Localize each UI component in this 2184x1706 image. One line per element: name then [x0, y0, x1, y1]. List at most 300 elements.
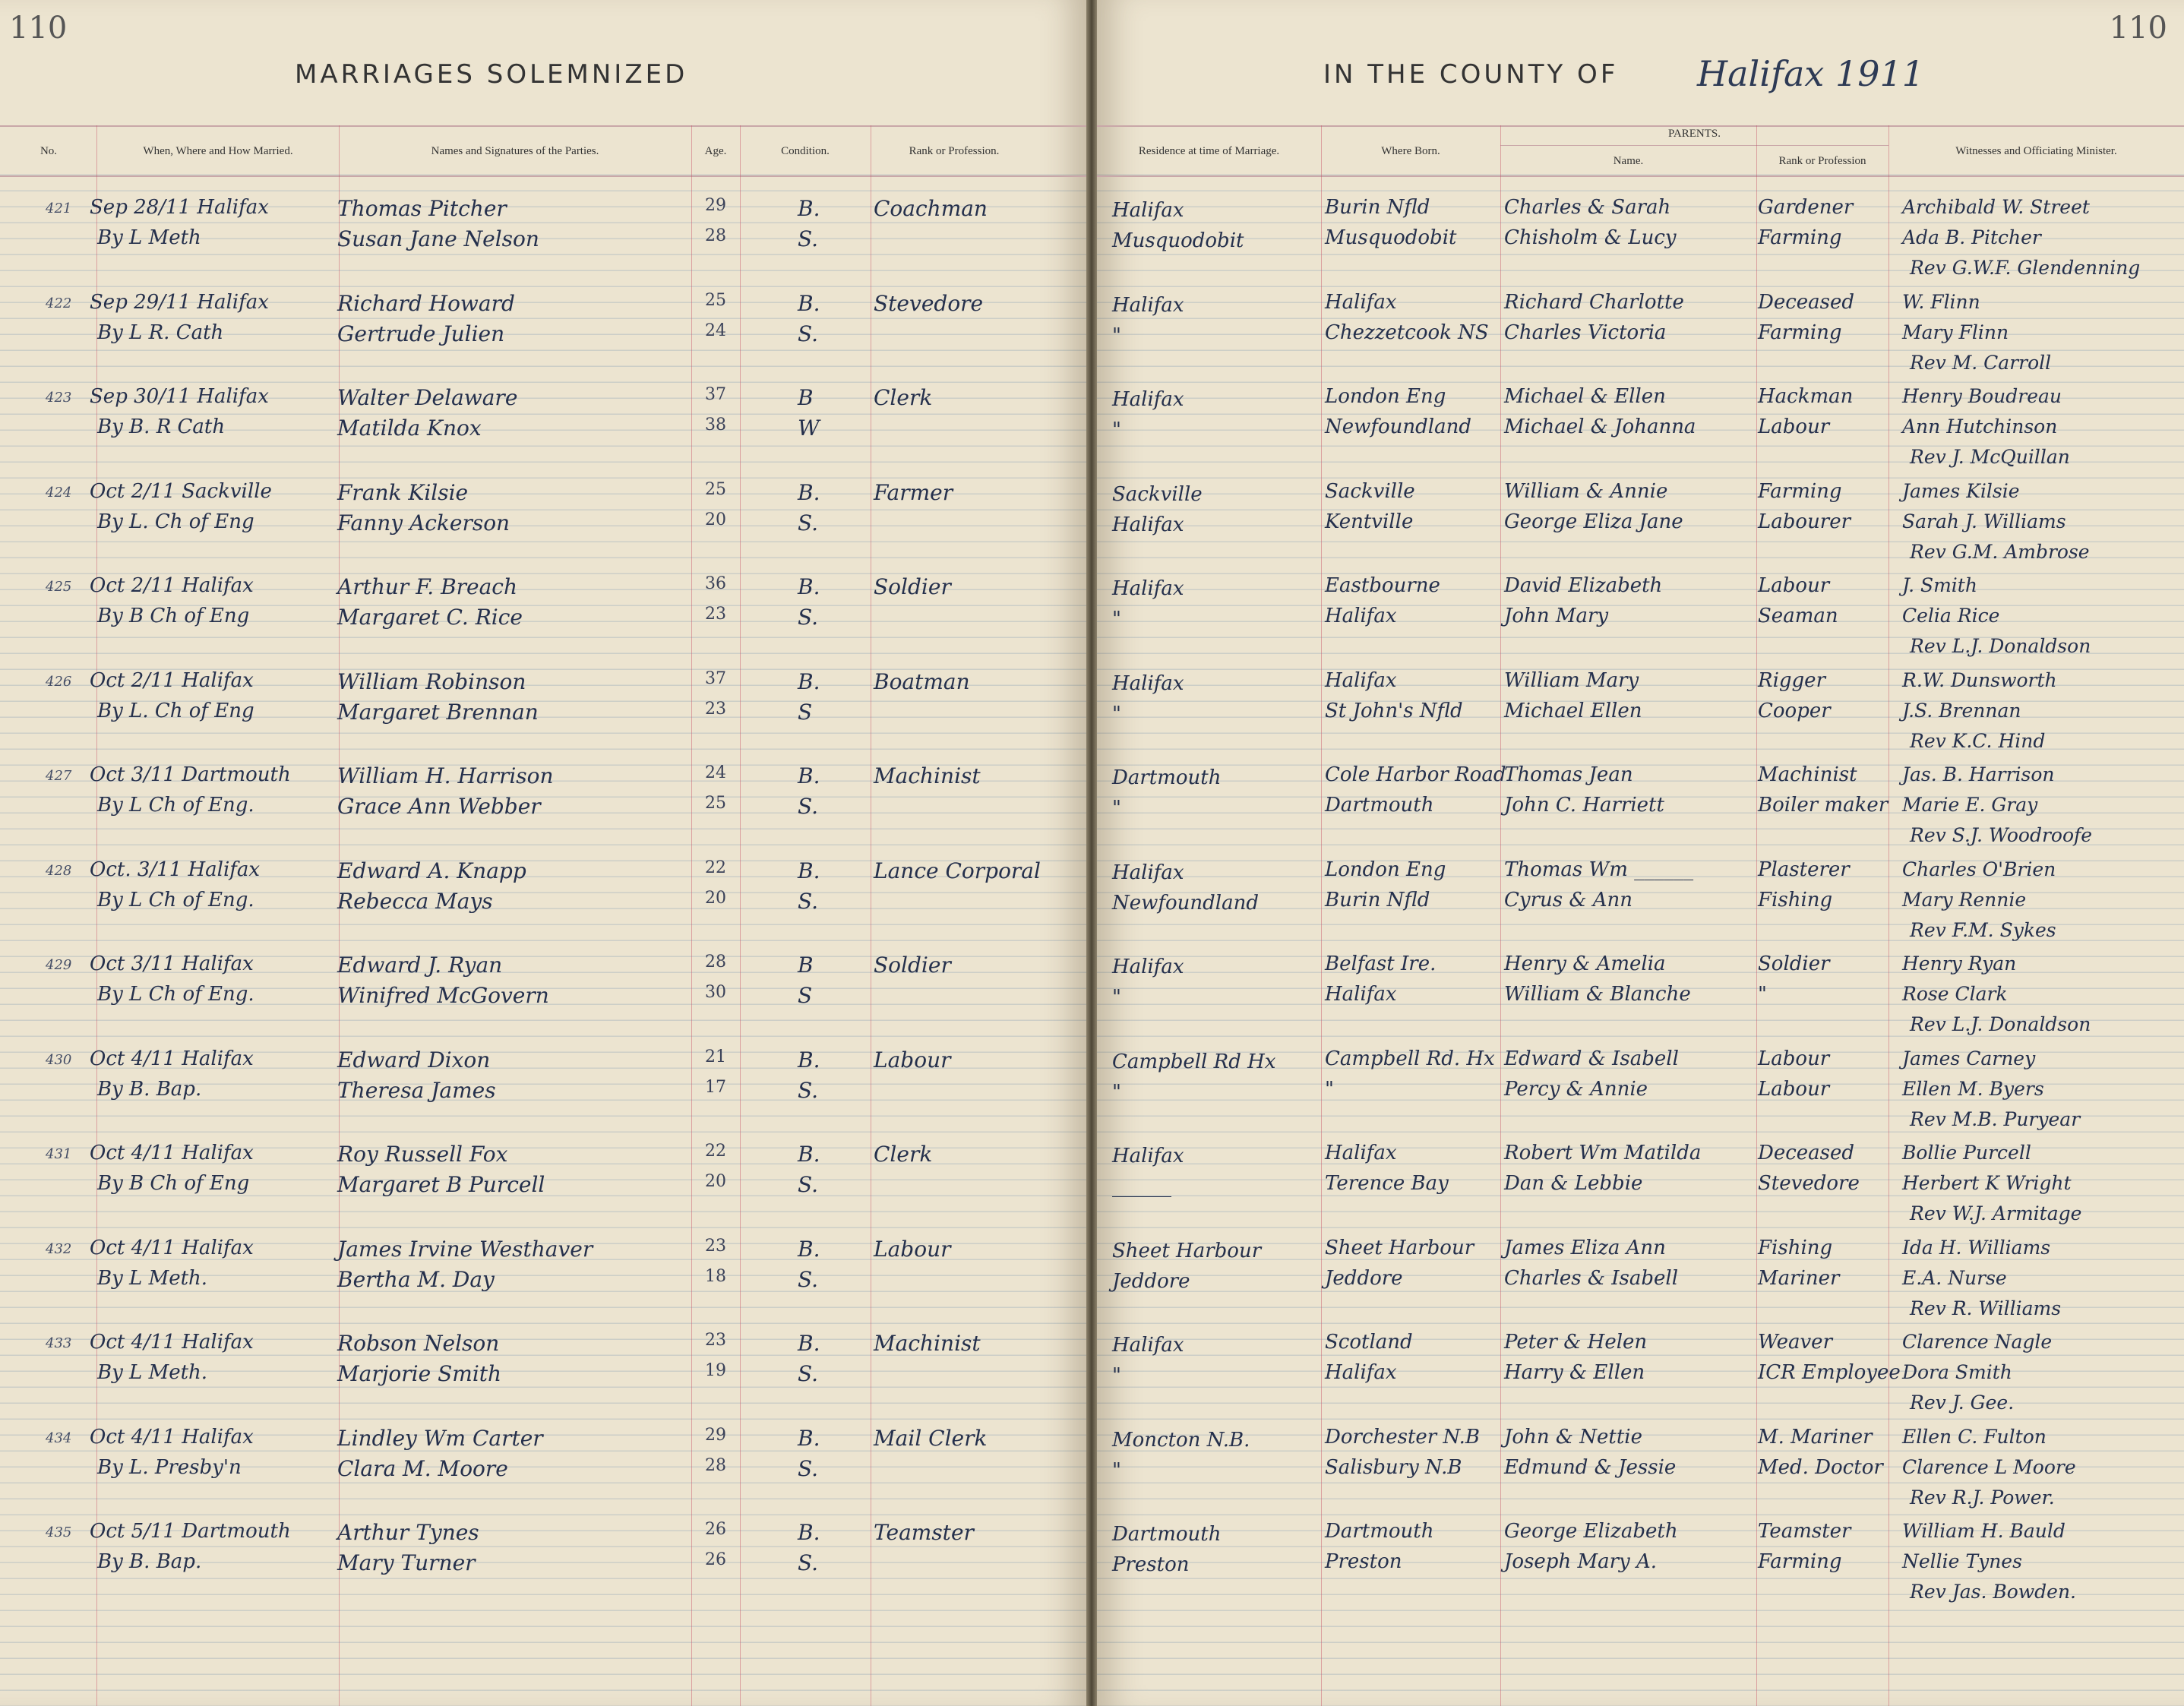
when-where-how: Oct. 3/11 Halifax: [90, 858, 261, 881]
party-age: 26: [705, 1520, 726, 1539]
residence: Jeddore: [1112, 1269, 1190, 1293]
party-name: Roy Russell Fox: [337, 1142, 508, 1167]
residence: ": [1112, 1458, 1121, 1482]
party-condition: S.: [798, 226, 819, 251]
party-condition: B.: [798, 1047, 820, 1073]
party-condition: B.: [798, 479, 820, 505]
parents-names: John Mary: [1504, 605, 1609, 627]
parents-names: William & Blanche: [1504, 983, 1691, 1006]
party-condition: B.: [798, 574, 820, 599]
party-age: 25: [705, 290, 726, 310]
birthplace: Halifax: [1325, 605, 1397, 627]
residence: ": [1112, 608, 1121, 630]
parents-rank: Boiler maker: [1758, 794, 1888, 817]
officiating-minister: Rev Jas. Bowden.: [1910, 1581, 2077, 1603]
parents-names: David Elizabeth: [1504, 574, 1663, 597]
parents-names: John & Nettie: [1504, 1425, 1642, 1449]
when-where-how: Sep 30/11 Halifax: [90, 385, 269, 408]
birthplace: London Eng: [1325, 858, 1446, 881]
groom-rank: Soldier: [874, 574, 951, 599]
party-age: 29: [705, 1425, 726, 1445]
entry-number: 432: [46, 1240, 72, 1257]
groom-rank: Soldier: [874, 953, 951, 978]
page-number-left: 110: [9, 11, 68, 46]
birthplace: Belfast Ire.: [1325, 953, 1437, 975]
party-age: 23: [705, 1331, 726, 1350]
party-condition: S.: [798, 510, 819, 535]
column-header-right: [1097, 125, 2184, 177]
party-name: Edward J. Ryan: [337, 953, 503, 978]
party-age: 25: [705, 479, 726, 499]
party-age: 36: [705, 574, 726, 593]
party-name: Theresa James: [337, 1077, 496, 1103]
parents-names: William & Annie: [1504, 479, 1668, 503]
column-rule: [691, 125, 692, 1706]
party-age: 19: [705, 1361, 726, 1380]
when-where-how: Oct 4/11 Halifax: [90, 1236, 254, 1259]
parents-rank: ": [1758, 983, 1767, 1006]
party-age: 24: [705, 763, 726, 782]
party-name: William Robinson: [337, 668, 526, 694]
party-condition: S.: [798, 1361, 819, 1386]
parents-rank: Labour: [1758, 1047, 1830, 1070]
birthplace: Halifax: [1325, 1361, 1397, 1384]
birthplace: Preston: [1325, 1550, 1402, 1573]
party-name: Arthur Tynes: [337, 1520, 479, 1545]
parents-rank: ICR Employee: [1758, 1361, 1901, 1384]
entry-number: 426: [46, 673, 72, 690]
residence: Halifax: [1112, 293, 1184, 317]
parents-rank: Teamster: [1758, 1520, 1851, 1543]
party-age: 22: [705, 1142, 726, 1161]
witness: Nellie Tynes: [1902, 1550, 2022, 1572]
parents-rank: Labourer: [1758, 510, 1851, 533]
groom-rank: Mail Clerk: [874, 1425, 988, 1451]
party-condition: S.: [798, 605, 819, 630]
header-parents: PARENTS.: [1500, 127, 1888, 146]
parents-names: Michael Ellen: [1504, 699, 1642, 722]
parents-names: Chisholm & Lucy: [1504, 226, 1677, 249]
witness: Ada B. Pitcher: [1902, 226, 2041, 248]
birthplace: Burin Nfld: [1325, 196, 1430, 219]
officiating-minister: Rev F.M. Sykes: [1910, 918, 2056, 941]
party-age: 17: [705, 1077, 726, 1097]
birthplace: Kentville: [1325, 510, 1414, 533]
officiating-minister: Rev J. Gee.: [1910, 1392, 2015, 1414]
parents-rank: Med. Doctor: [1758, 1455, 1883, 1479]
parents-rank: Hackman: [1758, 385, 1854, 408]
birthplace: St John's Nfld: [1325, 699, 1463, 722]
party-condition: S.: [798, 1077, 819, 1103]
witness: J. Smith: [1902, 574, 1977, 596]
birthplace: London Eng: [1325, 385, 1446, 408]
when-where-how: Oct 2/11 Halifax: [90, 668, 254, 692]
witness: J.S. Brennan: [1902, 699, 2021, 722]
birthplace: Newfoundland: [1325, 415, 1472, 438]
party-age: 22: [705, 858, 726, 877]
party-condition: S.: [798, 1172, 819, 1197]
right-page: [1097, 0, 2184, 1706]
party-name: Grace Ann Webber: [337, 794, 541, 819]
party-condition: W: [798, 415, 820, 441]
officiating-minister: Rev R. Williams: [1910, 1297, 2062, 1319]
birthplace: Scotland: [1325, 1331, 1413, 1354]
party-age: 26: [705, 1550, 726, 1569]
party-age: 25: [705, 794, 726, 813]
parents-names: Thomas Jean: [1504, 763, 1633, 786]
parents-names: Cyrus & Ann: [1504, 888, 1633, 911]
officiating-minister: Rev G.M. Ambrose: [1910, 540, 2090, 563]
when-where-how: By L. Ch of Eng: [97, 699, 254, 722]
when-where-how: By L. Presby'n: [97, 1455, 242, 1479]
entry-number: 435: [46, 1524, 72, 1540]
party-age: 23: [705, 699, 726, 719]
birthplace: Dorchester N.B: [1325, 1425, 1480, 1449]
parents-rank: Farming: [1758, 1550, 1842, 1573]
party-age: 28: [705, 1455, 726, 1475]
groom-rank: Machinist: [874, 1331, 981, 1356]
parents-names: Joseph Mary A.: [1504, 1550, 1658, 1573]
residence: ": [1112, 797, 1121, 820]
header-residence: Residence at time of Marriage.: [1138, 145, 1280, 157]
party-name: Lindley Wm Carter: [337, 1425, 543, 1451]
party-age: 24: [705, 321, 726, 340]
header-names: Names and Signatures of the Parties.: [431, 145, 599, 157]
birthplace: Musquodobit: [1325, 226, 1457, 249]
officiating-minister: Rev S.J. Woodroofe: [1910, 824, 2093, 846]
party-name: Clara M. Moore: [337, 1455, 508, 1481]
party-name: Arthur F. Breach: [337, 574, 518, 599]
witness: Henry Boudreau: [1902, 385, 2062, 407]
witness: Dora Smith: [1902, 1361, 2012, 1383]
witness: Sarah J. Williams: [1902, 510, 2066, 532]
party-age: 29: [705, 196, 726, 215]
county-handwritten: Halifax 1911: [1697, 53, 1925, 94]
party-age: 23: [705, 1236, 726, 1256]
residence: Halifax: [1112, 671, 1184, 695]
parents-rank: Cooper: [1758, 699, 1831, 722]
when-where-how: Oct 3/11 Dartmouth: [90, 763, 291, 786]
party-condition: B.: [798, 1425, 820, 1451]
when-where-how: By L Ch of Eng.: [97, 888, 254, 911]
witness: Mary Rennie: [1902, 888, 2027, 911]
parents-rank: M. Mariner: [1758, 1425, 1873, 1449]
page-number-right: 110: [2109, 11, 2167, 46]
party-name: Richard Howard: [337, 290, 515, 316]
birthplace: Sheet Harbour: [1325, 1236, 1474, 1259]
birthplace: Salisbury N.B: [1325, 1455, 1462, 1479]
when-where-how: By L R. Cath: [97, 321, 224, 344]
when-where-how: Oct 2/11 Halifax: [90, 574, 254, 597]
party-age: 37: [705, 668, 726, 688]
when-where-how: By L Meth.: [97, 1361, 208, 1384]
witness: Charles O'Brien: [1902, 858, 2056, 880]
entry-number: 429: [46, 957, 72, 973]
header-no: No.: [40, 145, 58, 157]
party-name: William H. Harrison: [337, 763, 554, 788]
parents-names: Thomas Wm ______: [1504, 858, 1694, 881]
groom-rank: Clerk: [874, 1142, 933, 1167]
header-when: When, Where and How Married.: [143, 145, 293, 157]
party-name: Edward Dixon: [337, 1047, 491, 1073]
column-rule: [1500, 125, 1501, 1706]
birthplace: Cole Harbor Road: [1325, 763, 1506, 786]
party-condition: B.: [798, 1520, 820, 1545]
party-name: Margaret C. Rice: [337, 605, 523, 630]
parents-names: Charles & Isabell: [1504, 1266, 1679, 1290]
residence: Campbell Rd Hx: [1112, 1050, 1276, 1073]
party-condition: S.: [798, 1266, 819, 1292]
parents-rank: Soldier: [1758, 953, 1830, 975]
header-parent-rank: Rank or Profession: [1778, 155, 1866, 167]
party-age: 21: [705, 1047, 726, 1066]
officiating-minister: Rev K.C. Hind: [1910, 729, 2046, 752]
when-where-how: By L. Ch of Eng: [97, 510, 254, 533]
birthplace: Halifax: [1325, 1142, 1397, 1164]
birthplace: Jeddore: [1325, 1266, 1403, 1290]
party-name: James Irvine Westhaver: [337, 1236, 593, 1262]
register-title-left: MARRIAGES SOLEMNIZED: [295, 59, 688, 90]
witness: James Kilsie: [1902, 479, 2020, 502]
party-condition: S.: [798, 321, 819, 346]
residence: ": [1112, 986, 1121, 1009]
parents-names: Charles & Sarah: [1504, 196, 1671, 219]
when-where-how: By L Ch of Eng.: [97, 983, 254, 1006]
party-name: Bertha M. Day: [337, 1266, 495, 1292]
when-where-how: Oct 3/11 Halifax: [90, 953, 254, 975]
witness: Marie E. Gray: [1902, 794, 2038, 816]
officiating-minister: Rev M.B. Puryear: [1910, 1107, 2081, 1130]
parents-rank: Fishing: [1758, 1236, 1833, 1259]
residence: ______: [1112, 1175, 1171, 1198]
parents-rank: Seaman: [1758, 605, 1838, 627]
parents-names: Peter & Helen: [1504, 1331, 1648, 1354]
birthplace: Halifax: [1325, 290, 1397, 314]
groom-rank: Clerk: [874, 385, 933, 410]
parents-rank: Farming: [1758, 479, 1842, 503]
parents-rank: Weaver: [1758, 1331, 1832, 1354]
party-name: Margaret Brennan: [337, 699, 539, 725]
party-name: Gertrude Julien: [337, 321, 505, 346]
parents-names: William Mary: [1504, 668, 1639, 692]
when-where-how: Oct 2/11 Sackville: [90, 479, 272, 503]
birthplace: ": [1325, 1077, 1334, 1101]
witness: James Carney: [1902, 1047, 2036, 1069]
residence: Halifax: [1112, 513, 1184, 536]
groom-rank: Teamster: [874, 1520, 974, 1545]
party-name: Mary Turner: [337, 1550, 476, 1575]
groom-rank: Coachman: [874, 196, 988, 221]
party-name: Edward A. Knapp: [337, 858, 526, 883]
officiating-minister: Rev R.J. Power.: [1910, 1486, 2055, 1509]
parents-rank: Fishing: [1758, 888, 1833, 911]
witness: R.W. Dunsworth: [1902, 668, 2057, 691]
groom-rank: Labour: [874, 1047, 951, 1073]
party-age: 28: [705, 953, 726, 971]
party-condition: S.: [798, 1455, 819, 1481]
party-name: Fanny Ackerson: [337, 510, 510, 535]
when-where-how: Oct 5/11 Dartmouth: [90, 1520, 291, 1543]
groom-rank: Labour: [874, 1236, 951, 1262]
party-age: 38: [705, 415, 726, 434]
when-where-how: By B. Bap.: [97, 1550, 202, 1573]
witness: Ellen M. Byers: [1902, 1077, 2044, 1100]
witness: Clarence L Moore: [1902, 1455, 2076, 1478]
party-condition: B.: [798, 1331, 820, 1356]
parents-names: George Eliza Jane: [1504, 510, 1683, 533]
when-where-how: By B. Bap.: [97, 1077, 202, 1101]
residence: Halifax: [1112, 199, 1184, 222]
birthplace: Dartmouth: [1325, 794, 1434, 817]
party-name: Winifred McGovern: [337, 983, 549, 1008]
party-age: 20: [705, 510, 726, 529]
left-page: [0, 0, 1086, 1706]
when-where-how: By B Ch of Eng: [97, 605, 250, 627]
column-rule: [740, 125, 741, 1706]
residence: ": [1112, 419, 1121, 441]
witness: Mary Flinn: [1902, 321, 2009, 343]
party-name: Susan Jane Nelson: [337, 226, 539, 251]
parents-rank: Deceased: [1758, 290, 1855, 314]
party-condition: B.: [798, 196, 820, 221]
parents-names: George Elizabeth: [1504, 1520, 1678, 1543]
parents-rank: Gardener: [1758, 196, 1854, 219]
parents-names: James Eliza Ann: [1504, 1236, 1666, 1259]
parents-rank: Labour: [1758, 1077, 1830, 1101]
witness: Archibald W. Street: [1902, 196, 2090, 218]
entry-number: 422: [46, 295, 72, 311]
entry-number: 430: [46, 1051, 72, 1068]
residence: ": [1112, 1080, 1121, 1104]
parents-rank: Mariner: [1758, 1266, 1840, 1290]
officiating-minister: Rev L.J. Donaldson: [1910, 635, 2091, 657]
witness: Henry Ryan: [1902, 953, 2017, 975]
party-age: 28: [705, 226, 726, 245]
residence: ": [1112, 324, 1121, 347]
witness: Ann Hutchinson: [1902, 415, 2058, 438]
party-age: 30: [705, 983, 726, 1002]
residence: Halifax: [1112, 1145, 1184, 1167]
party-age: 20: [705, 1172, 726, 1191]
header-born: Where Born.: [1381, 145, 1440, 157]
parents-rank: Stevedore: [1758, 1172, 1860, 1195]
residence: Newfoundland: [1112, 891, 1260, 915]
residence: Moncton N.B.: [1112, 1428, 1250, 1452]
party-condition: S: [798, 699, 813, 725]
officiating-minister: Rev G.W.F. Glendenning: [1910, 257, 2141, 279]
header-age: Age.: [704, 145, 727, 157]
entry-number: 424: [46, 484, 72, 501]
parents-names: Michael & Ellen: [1504, 385, 1666, 408]
officiating-minister: Rev M. Carroll: [1910, 351, 2052, 374]
groom-rank: Farmer: [874, 479, 953, 505]
groom-rank: Lance Corporal: [874, 858, 1041, 883]
party-condition: B.: [798, 1142, 820, 1167]
parents-rank: Deceased: [1758, 1142, 1855, 1164]
party-age: 37: [705, 385, 726, 404]
residence: ": [1112, 1364, 1121, 1387]
birthplace: Sackville: [1325, 479, 1415, 503]
witness: W. Flinn: [1902, 290, 1980, 313]
residence: ": [1112, 702, 1121, 725]
party-name: Margaret B Purcell: [337, 1172, 545, 1197]
party-condition: S: [798, 983, 813, 1008]
witness: William H. Bauld: [1902, 1520, 2065, 1542]
party-name: Thomas Pitcher: [337, 196, 507, 221]
party-condition: B: [798, 385, 814, 410]
party-age: 20: [705, 888, 726, 908]
parents-names: Charles Victoria: [1504, 321, 1667, 344]
residence: Halifax: [1112, 861, 1184, 884]
residence: Preston: [1112, 1553, 1190, 1576]
parents-names: Richard Charlotte: [1504, 290, 1684, 314]
header-witnesses: Witnesses and Officiating Minister.: [1955, 145, 2117, 157]
officiating-minister: Rev J. McQuillan: [1910, 446, 2070, 468]
parents-rank: Rigger: [1758, 668, 1825, 692]
groom-rank: Machinist: [874, 763, 981, 788]
parents-names: Henry & Amelia: [1504, 953, 1666, 975]
officiating-minister: Rev W.J. Armitage: [1910, 1202, 2082, 1224]
witness: Rose Clark: [1902, 983, 2008, 1005]
residence: Halifax: [1112, 1334, 1184, 1357]
column-header-left: [0, 125, 1086, 177]
when-where-how: By B. R Cath: [97, 415, 226, 438]
header-condition: Condition.: [781, 145, 830, 157]
party-name: Walter Delaware: [337, 385, 518, 410]
parents-names: Dan & Lebbie: [1504, 1172, 1643, 1195]
party-condition: B.: [798, 763, 820, 788]
when-where-how: By L Meth: [97, 226, 201, 249]
when-where-how: Oct 4/11 Halifax: [90, 1425, 254, 1449]
entry-number: 433: [46, 1335, 72, 1351]
party-condition: S.: [798, 794, 819, 819]
residence: Halifax: [1112, 577, 1184, 600]
when-where-how: By B Ch of Eng: [97, 1172, 250, 1195]
column-rule: [1756, 125, 1757, 1706]
witness: Herbert K Wright: [1902, 1172, 2072, 1194]
entry-number: 428: [46, 862, 72, 879]
residence: Halifax: [1112, 956, 1184, 978]
column-rule: [1321, 125, 1322, 1706]
parents-names: John C. Harriett: [1504, 794, 1664, 817]
parents-rank: Farming: [1758, 226, 1842, 249]
entry-number: 431: [46, 1146, 72, 1162]
witness: E.A. Nurse: [1902, 1266, 2007, 1289]
when-where-how: Oct 4/11 Halifax: [90, 1331, 254, 1354]
residence: Dartmouth: [1112, 1523, 1222, 1546]
parents-names: Percy & Annie: [1504, 1077, 1648, 1101]
party-name: Robson Nelson: [337, 1331, 500, 1356]
party-condition: S.: [798, 888, 819, 914]
groom-rank: Stevedore: [874, 290, 984, 316]
header-parent-name: Name.: [1613, 155, 1644, 167]
entry-number: 425: [46, 579, 72, 595]
residence: Dartmouth: [1112, 766, 1222, 789]
parents-rank: Plasterer: [1758, 858, 1850, 881]
party-condition: B.: [798, 668, 820, 694]
party-condition: B: [798, 953, 814, 978]
birthplace: Eastbourne: [1325, 574, 1440, 597]
birthplace: Terence Bay: [1325, 1172, 1449, 1195]
residence: Musquodobit: [1112, 229, 1244, 252]
header-rank: Rank or Profession.: [909, 145, 1000, 157]
party-name: Frank Kilsie: [337, 479, 469, 505]
parents-rank: Labour: [1758, 574, 1830, 597]
birthplace: Campbell Rd. Hx: [1325, 1047, 1495, 1070]
parents-rank: Farming: [1758, 321, 1842, 344]
witness: Ellen C. Fulton: [1902, 1425, 2047, 1448]
book-gutter: [1086, 0, 1097, 1706]
